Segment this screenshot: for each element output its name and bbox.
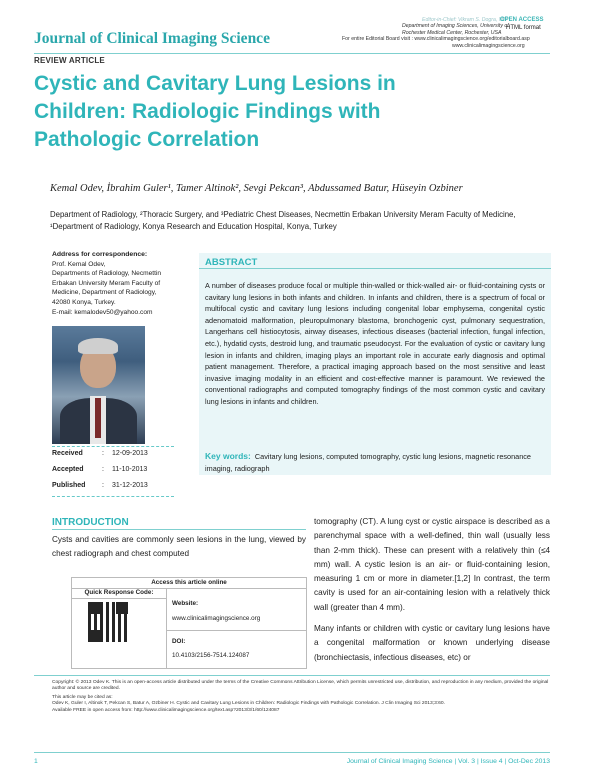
abstract-text: A number of diseases produce focal or multiple thin-walled or thick-walled air- or fluid-containing cysts or cavitary lung lesions in both infants and children. In infants and children, there is a spectrum of focal or multifocal cystic and cavitary lung lesions including congenital lobar emphysema, congenital cystic adenomatoid malformation, pleuropulmonary blastoma, bronchogenic cyst, pulmonary sequestration, Langerhans cell histiocytosis, airway diseases, infectious diseases (bacterial infection, fungal infection, etc.), hydatid cysts, destroid lung, and traumatic pseudocyst. For the evaluation of cystic or cavitary lung lesion in infants and children, imaging plays an important role in accurate early diagnosis and optimal patient management. Therefore, a practical imaging approach based on the most sensitive and least invasive imaging modality in an efficient and cost-effective manner is paramount. We reviewed the conventional radiographs and computed tomography findings of the most common cystic and cavitary lung lesions in infants and children. bbox=[205, 281, 545, 406]
header-rule bbox=[34, 53, 550, 54]
author-list: Kemal Odev, İbrahim Guler¹, Tamer Altinok², Sevgi Pekcan³, Abdussamed Batur, Hüseyin Ozbiner bbox=[50, 183, 463, 194]
correspondence-heading: Address for correspondence: bbox=[52, 251, 148, 258]
citation-text: Odev K, Guler I, Altinok T, Pekcan S, Batur A, Ozbiner H. Cystic and Cavitary Lung Lesions in Children: Radiologic Findings with Pathologic Correlation. J Clin Imaging Sci 2013;3:60. bbox=[52, 701, 445, 707]
qr-label: Quick Response Code: bbox=[72, 588, 167, 599]
date-received: Received : 12-09-2013 bbox=[52, 450, 148, 457]
bottom-rule bbox=[34, 752, 550, 753]
editor-institution: Rochester Medical Center, Rochester, USA bbox=[402, 29, 502, 36]
journal-reference: Journal of Clinical Imaging Science | Vol. 3 | Issue 4 | Oct-Dec 2013 bbox=[346, 758, 550, 765]
author-photo bbox=[52, 326, 145, 444]
journal-website[interactable]: www.clinicalimagingscience.org bbox=[452, 42, 525, 49]
date-accepted: Accepted : 11-10-2013 bbox=[52, 466, 148, 473]
copyright-notice: Copyright: © 2013 Odev K. This is an open-access article distributed under the terms of the Creative Commons Attribution License, which permits unrestricted use, distribution, and reproduction in any medium, provided the original author and source are credited. bbox=[52, 680, 549, 692]
access-title: Access this article online bbox=[72, 578, 306, 589]
editor-dept: Department of Imaging Sciences, University of bbox=[402, 23, 509, 30]
correspondence-block bbox=[52, 250, 187, 317]
abstract-heading: ABSTRACT bbox=[205, 257, 258, 268]
editor-in-chief: Editor-in-Chief: Vikram S. Dogra, MD bbox=[422, 17, 507, 23]
dates-bottom-rule bbox=[52, 496, 174, 497]
keywords-label: Key words: bbox=[205, 451, 251, 461]
footer-notes bbox=[52, 680, 552, 714]
citation-label: This article may be cited as: bbox=[52, 694, 113, 700]
editorial-board-link[interactable]: For entire Editorial Board visit : www.clinicalimagingscience.org/editorialboard.asp bbox=[342, 36, 530, 43]
doi-label: DOI: bbox=[172, 638, 186, 645]
correspondence-name: Prof. Kemal Odev, bbox=[52, 260, 106, 268]
qr-code-icon[interactable] bbox=[88, 602, 128, 642]
correspondence-email[interactable]: E-mail: kemalodev50@yahoo.com bbox=[52, 308, 153, 316]
article-type: REVIEW ARTICLE bbox=[34, 56, 105, 65]
correspondence-line1: Departments of Radiology, Necmettin bbox=[52, 270, 162, 278]
doi-value[interactable]: 10.4103/2156-7514.124087 bbox=[172, 652, 250, 659]
open-access-label: OPEN ACCESS bbox=[500, 17, 544, 23]
date-published: Published : 31-12-2013 bbox=[52, 482, 148, 489]
access-article-box bbox=[71, 577, 307, 669]
website-label: Website: bbox=[172, 600, 199, 607]
affiliations: Department of Radiology, ²Thoracic Surgery, and ³Pediatric Chest Diseases, Necmettin Erbakan University Meram Faculty of Medicine, ¹Department of Radiology, Konya Research and Education Hospital, Konya, Turkey bbox=[50, 210, 516, 231]
intro-paragraph-1: tomography (CT). A lung cyst or cystic airspace is described as a parenchymal space with a well-defined, thin wall (usually less than 2-mm thick). These can present with a relatively thin (≤4 mm) wall. A cystic lesion is an air- or fluid-containing lesion, measuring 1 cm or more in diameter.[1,2] In contrast, the term cavity is used for an air-containing lesion with a relatively thick wall (greater than 4 mm). bbox=[314, 517, 550, 612]
html-format-label: HTML format bbox=[506, 24, 541, 31]
keywords-list: Cavitary lung lesions, computed tomography, cystic lung lesions, magnetic resonance imaging, radiograph bbox=[205, 452, 531, 473]
abstract-rule bbox=[199, 268, 551, 269]
intro-column-2 bbox=[314, 515, 550, 665]
correspondence-line3: Medicine, Department of Radiology, bbox=[52, 289, 157, 297]
website-link[interactable]: www.clinicalimagingscience.org bbox=[172, 615, 261, 622]
intro-paragraph-2: Many infants or children with cystic or cavitary lung lesions have a congenital malformation or known underlying disease (bronchiectasis, infectious diseases, etc) or bbox=[314, 624, 550, 662]
footer-rule bbox=[34, 675, 550, 676]
keywords bbox=[205, 451, 545, 474]
availability-link[interactable]: Available FREE in open access from: http://www.clinicalimagingscience.org/text.asp?2013/3/1/60/124087 bbox=[52, 707, 280, 713]
intro-column-1: Cysts and cavities are commonly seen lesions in the lung, viewed by chest radiograph and chest computed bbox=[52, 535, 306, 559]
correspondence-line2: Erbakan University Meram Faculty of bbox=[52, 279, 161, 287]
introduction-heading: INTRODUCTION bbox=[52, 517, 129, 528]
article-title: Cystic and Cavitary Lung Lesions in Children: Radiologic Findings with Pathologic Correlation bbox=[34, 72, 396, 151]
publication-dates bbox=[52, 446, 182, 494]
correspondence-line4: 42080 Konya, Turkey. bbox=[52, 298, 116, 306]
intro-rule bbox=[52, 529, 306, 530]
journal-title: Journal of Clinical Imaging Science bbox=[34, 30, 270, 47]
open-access-badge bbox=[500, 17, 560, 32]
page-footer bbox=[34, 758, 550, 765]
page-number: 1 bbox=[34, 758, 38, 765]
